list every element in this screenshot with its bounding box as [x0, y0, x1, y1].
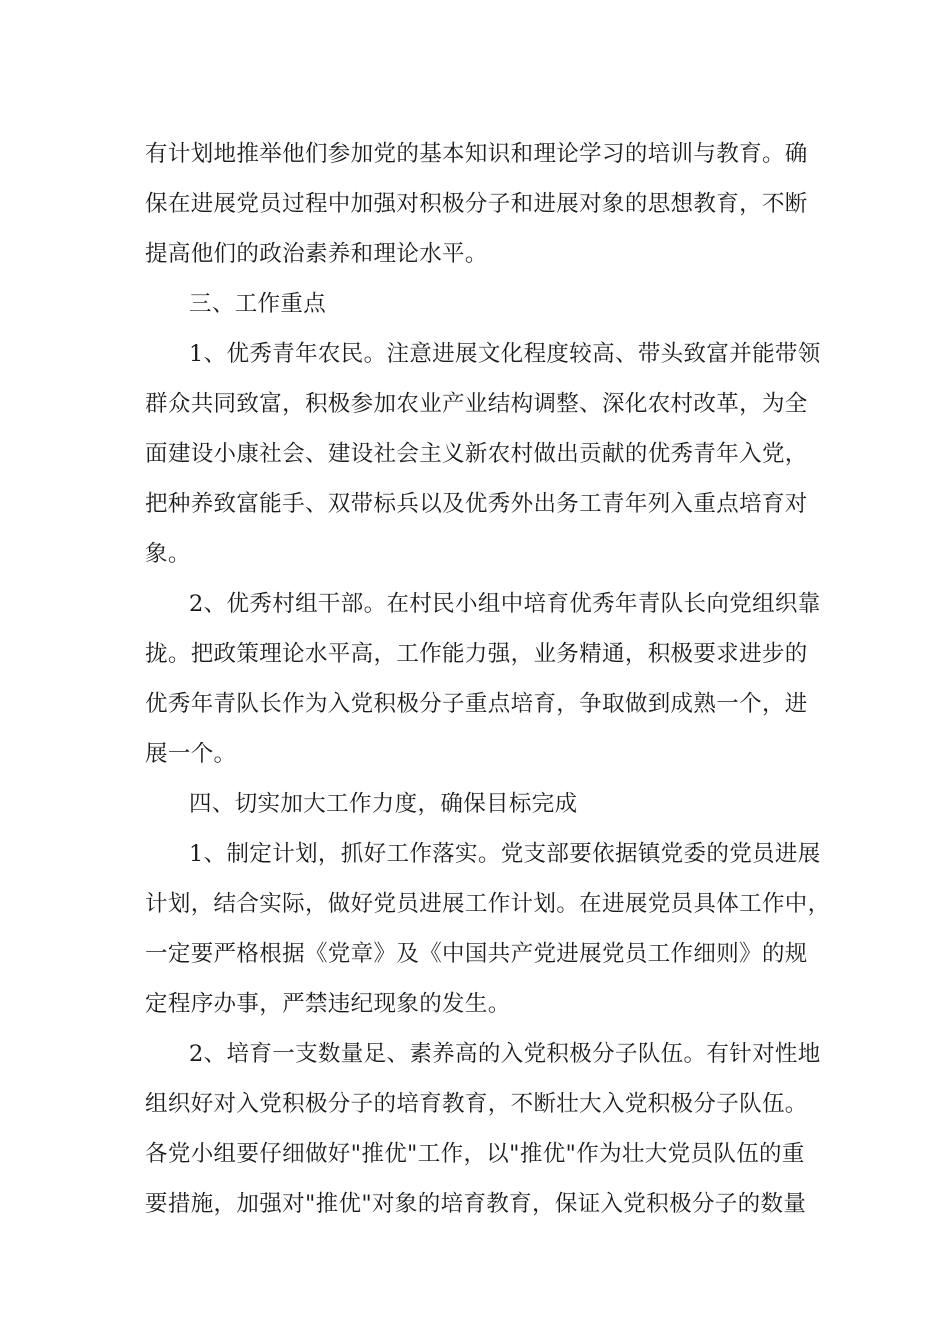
paragraph-line: 组织好对入党积极分子的培育教育，不断壮大入党积极分子队伍。: [145, 1091, 808, 1117]
paragraph-line: 象。: [145, 541, 191, 567]
section-heading: 三、工作重点: [189, 291, 327, 317]
paragraph-line: 有计划地推举他们参加党的基本知识和理论学习的培训与教育。确: [145, 141, 808, 167]
paragraph-line: 1、优秀青年农民。注意进展文化程度较高、带头致富并能带领: [189, 341, 821, 367]
paragraph-line: 计划，结合实际，做好党员进展工作计划。在进展党员具体工作中，: [145, 891, 831, 917]
paragraph-line: 一定要严格根据《党章》及《中国共产党进展党员工作细则》的规: [145, 941, 808, 967]
section-heading: 四、切实加大工作力度，确保目标完成: [189, 791, 578, 817]
paragraph-line: 把种养致富能手、双带标兵以及优秀外出务工青年列入重点培育对: [145, 491, 808, 517]
paragraph-line: 展一个。: [145, 741, 237, 767]
paragraph-line: 要措施，加强对"推优"对象的培育教育，保证入党积极分子的数量: [145, 1191, 807, 1217]
paragraph-line: 群众共同致富，积极参加农业产业结构调整、深化农村改革，为全: [145, 391, 808, 417]
paragraph-line: 各党小组要仔细做好"推优"工作，以"推优"作为壮大党员队伍的重: [145, 1141, 805, 1167]
paragraph-line: 2、优秀村组干部。在村民小组中培育优秀年青队长向党组织靠: [189, 591, 821, 617]
paragraph-line: 优秀年青队长作为入党积极分子重点培育，争取做到成熟一个，进: [145, 691, 808, 717]
paragraph-line: 提高他们的政治素养和理论水平。: [145, 241, 488, 267]
paragraph-line: 2、培育一支数量足、素养高的入党积极分子队伍。有针对性地: [189, 1041, 821, 1067]
paragraph-line: 拢。把政策理论水平高，工作能力强，业务精通，积极要求进步的: [145, 641, 808, 667]
paragraph-line: 1、制定计划，抓好工作落实。党支部要依据镇党委的党员进展: [189, 841, 821, 867]
paragraph-line: 保在进展党员过程中加强对积极分子和进展对象的思想教育，不断: [145, 191, 808, 217]
paragraph-line: 定程序办事，严禁违纪现象的发生。: [145, 991, 511, 1017]
paragraph-line: 面建设小康社会、建设社会主义新农村做出贡献的优秀青年入党，: [145, 441, 808, 467]
